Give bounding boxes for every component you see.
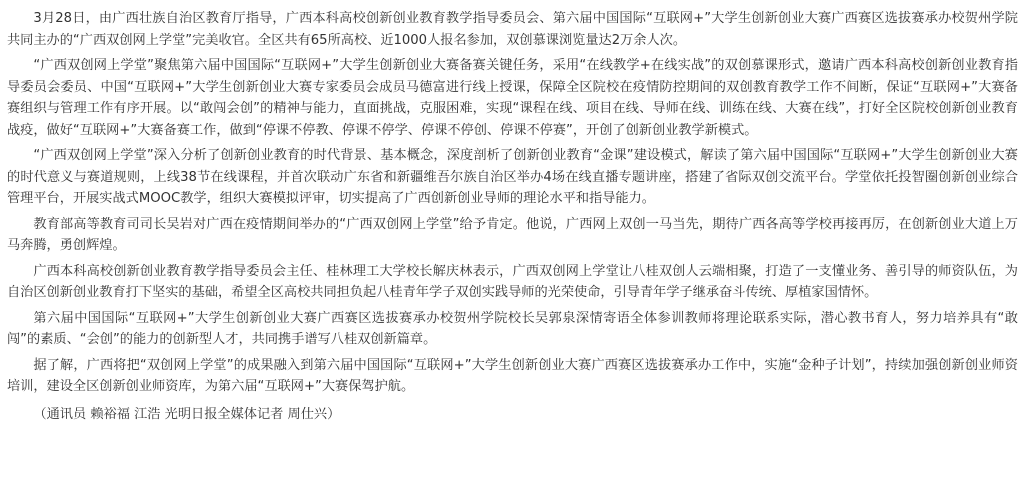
article-paragraph: “广西双创网上学堂”深入分析了创新创业教育的时代背景、基本概念，深度剖析了创新创业教育“金课”建设模式，解读了第六届中国国际“互联网+”大学生创新创业大赛的时代意义与赛道规则，上线38节在线课程，并首次联动广东省和新疆维吾尔族自治区举办4场在线直播专题讲座，搭建了省际双创交流平台。学堂依托投智圈创新创业综合管理平台，开展实战式MOOC教学，组织大赛模拟评审，切实提高了广西创新创业导师的理论水平和指导能力。 bbox=[7, 148, 1018, 206]
article-paragraph: 据了解，广西将把“双创网上学堂”的成果融入到第六届中国国际“互联网+”大学生创新创业大赛广西赛区选拔赛承办工作中，实施“金种子计划”，持续加强创新创业师资培训，建设全区创新创业师资库，为第六届“互联网+”大赛保驾护航。 bbox=[7, 357, 1018, 394]
article-paragraph: 3月28日，由广西壮族自治区教育厅指导，广西本科高校创新创业教育教学指导委员会、第六届中国国际“互联网+”大学生创新创业大赛广西赛区选拔赛承办校贺州学院共同主办的“广西双创网上学堂”完美收官。全区共有65所高校、近1000人报名参加，双创慕课浏览量达2万余人次。 bbox=[7, 11, 1018, 48]
article-paragraph: 教育部高等教育司司长吴岩对广西在疫情期间举办的“广西双创网上学堂”给予肯定。他说，广西网上双创一马当先，期待广西各高等学校再接再厉，在创新创业大道上万马奔腾，勇创辉煌。 bbox=[7, 216, 1018, 253]
article-paragraph: 第六届中国国际“互联网+”大学生创新创业大赛广西赛区选拔赛承办校贺州学院校长吴郭泉深情寄语全体参训教师将理论联系实际，潜心教书育人，努力培养具有“敢闯”的素质、“会创”的能力的创新型人才，共同携手谱写八桂双创新篇章。 bbox=[7, 310, 1018, 347]
article-byline: （通讯员 赖裕福 江浩 光明日报全媒体记者 周仕兴） bbox=[33, 406, 341, 422]
article-paragraph: 广西本科高校创新创业教育教学指导委员会主任、桂林理工大学校长解庆林表示，广西双创网上学堂让八桂双创人云端相聚，打造了一支懂业务、善引导的师资队伍，为自治区创新创业教育打下坚实的基础，希望全区高校共同担负起八桂青年学子双创实践导师的光荣使命，引导青年学子继承奋斗传统、厚植家国情怀。 bbox=[7, 263, 1018, 300]
article-paragraph: “广西双创网上学堂”聚焦第六届中国国际“互联网+”大学生创新创业大赛备赛关键任务，采用“在线教学+在线实战”的双创慕课形式，邀请广西本科高校创新创业教育指导委员会委员、中国“互联网+”大学生创新创业大赛专家委员会成员马德富进行线上授课，保障全区院校在疫情防控期间的双创教育教学工作不间断，保证“互联网+”大赛备赛组织与管理工作有序开展。以“敢闯会创”的精神与能力，直面挑战，克服困难，实现“课程在线、项目在线、导师在线、训练在线、大赛在线”，打好全区院校创新创业教育战疫，做好“互联网+”大赛备赛工作，做到“停课不停教、停课不停学、停课不停创、停课不停赛”，开创了创新创业教学新模式。 bbox=[7, 58, 1018, 138]
